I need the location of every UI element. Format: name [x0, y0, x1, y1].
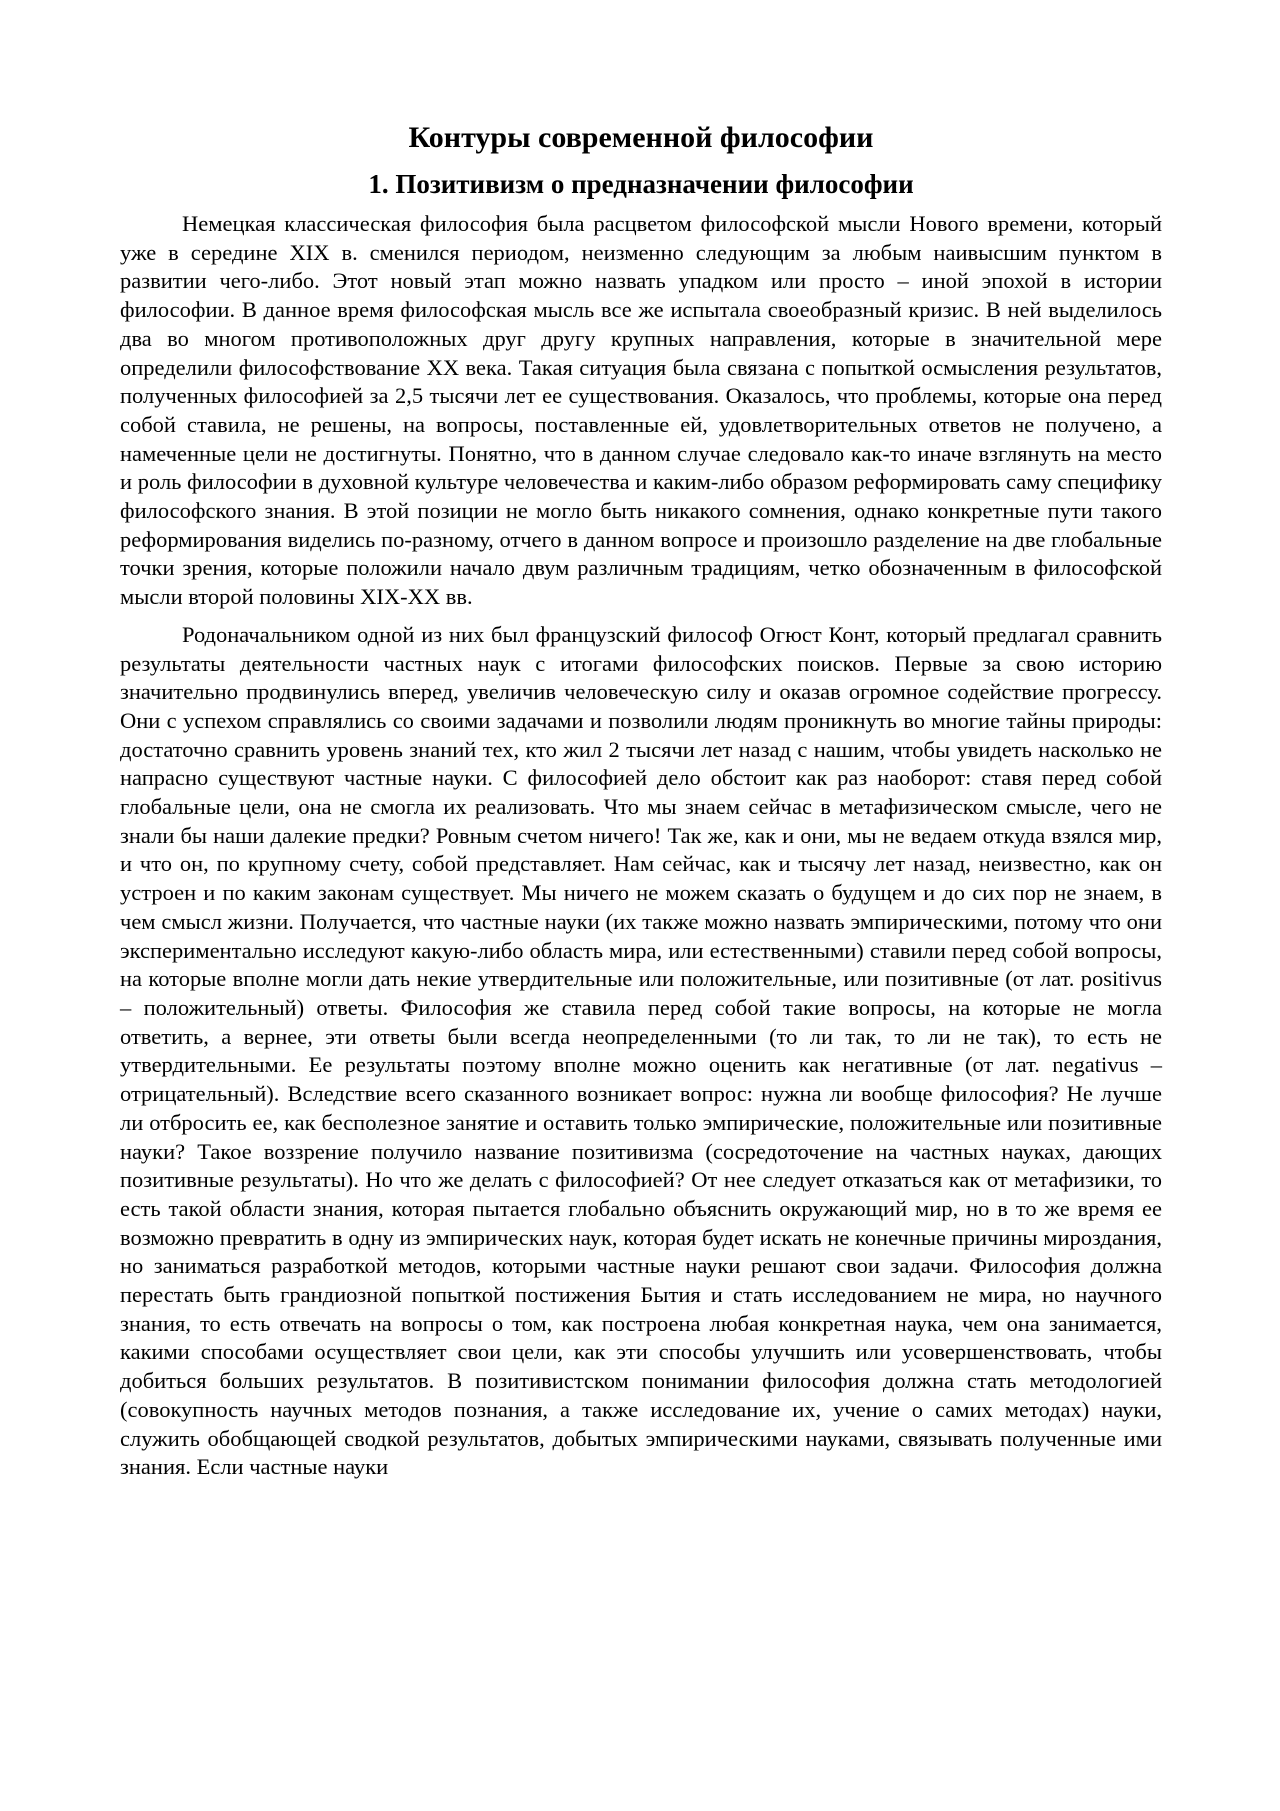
section-heading: 1. Позитивизм о предназначении философии — [368, 169, 914, 199]
document-page — [120, 118, 1162, 1491]
paragraph-1: Немецкая классическая философия была расцветом философской мысли Нового времени, который уже в середине XIX в. сменился периодом, неизменно следующим за любым наивысшим пунктом в развитии чего-либо. Этот новый этап можно назвать упадком или просто – иной эпохой в истории философии. В данное время философская мысль все же испытала своеобразный кризис. В ней выделилось два во многом противоположных друг другу крупных направления, которые в значительной мере определили философствование XX века. Такая ситуация была связана с попыткой осмысления результатов, полученных философией за 2,5 тысячи лет ее существования. Оказалось, что проблемы, которые она перед собой ставила, не решены, на вопросы, поставленные ей, удовлетворительных ответов не получено, а намеченные цели не достигнуты. Понятно, что в данном случае следовало как-то иначе взглянуть на место и роль философии в духовной культуре человечества и каким-либо образом реформировать саму специфику философского знания. В этой позиции не могло быть никакого сомнения, однако конкретные пути такого реформирования виделись по-разному, отчего в данном вопросе и произошло разделение на две глобальные точки зрения, которые положили начало двум различным традициям, четко обозначенным в философской мысли второй половины XIX-XX вв. — [120, 211, 1162, 610]
document-title: Контуры современной философии — [408, 121, 874, 154]
paragraph-2: Родоначальником одной из них был французский философ Огюст Конт, который предлагал сравнить результаты деятельности частных наук с итогами философских поисков. Первые за свою историю значительно продвинулись вперед, увеличив человеческую силу и оказав огромное содействие прогрессу. Они с успехом справлялись со своими задачами и позволили людям проникнуть во многие тайны природы: достаточно сравнить уровень знаний тех, кто жил 2 тысячи лет назад с нашим, чтобы увидеть насколько не напрасно существуют частные науки. С философией дело обстоит как раз наоборот: ставя перед собой глобальные цели, она не смогла их реализовать. Что мы знаем сейчас в метафизическом смысле, чего не знали бы наши далекие предки? Ровным счетом ничего! Так же, как и они, мы не ведаем откуда взялся мир, и что он, по крупному счету, собой представляет. Нам сейчас, как и тысячу лет назад, неизвестно, как он устроен и по каким законам существует. Мы ничего не можем сказать о будущем и до сих пор не знаем, в чем смысл жизни. Получается, что частные науки (их также можно назвать эмпирическими, потому что они экспериментально исследуют какую-либо область мира, или естественными) ставили перед собой вопросы, на которые вполне могли дать некие утвердительные или положительные, или позитивные (от лат. positivus – положительный) ответы. Философия же ставила перед собой такие вопросы, на которые не могла ответить, а вернее, эти ответы были всегда неопределенными (то ли так, то ли не так), то есть не утвердительными. Ее результаты поэтому вполне можно оценить как негативные (от лат. negativus – отрицательный). Вследствие всего сказанного возникает вопрос: нужна ли вообще философия? Не лучше ли отбросить ее, как бесполезное занятие и оставить только эмпирические, положительные или позитивные науки? Такое воззрение получило название позитивизма (сосредоточение на частных науках, дающих позитивные результаты). Но что же делать с философией? От нее следует отказаться как от метафизики, то есть такой области знания, которая пытается глобально объяснить окружающий мир, но в то же время ее возможно превратить в одну из эмпирических наук, которая будет искать не конечные причины мироздания, но заниматься разработкой методов, которыми частные науки решают свои задачи. Философия должна перестать быть грандиозной попыткой постижения Бытия и стать исследованием не мира, но научного знания, то есть отвечать на вопросы о том, как построена любая конкретная наука, чем она занимается, какими способами осуществляет свои цели, как эти способы улучшить или усовершенствовать, чтобы добиться больших результатов. В позитивистском понимании философия должна стать методологией (совокупность научных методов познания, а также исследование их, учение о самих методах) науки, служить обобщающей сводкой результатов, добытых эмпирическими науками, связывать полученные ими знания. Если частные науки — [120, 621, 1162, 1480]
